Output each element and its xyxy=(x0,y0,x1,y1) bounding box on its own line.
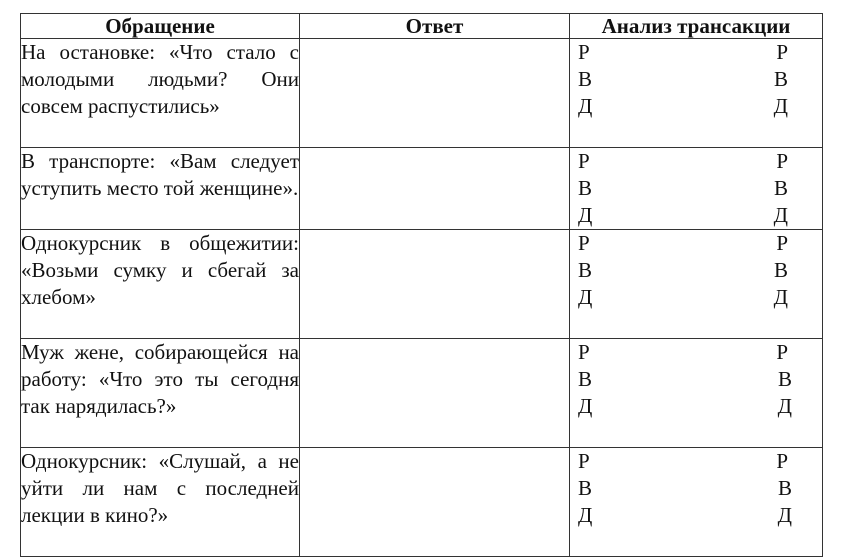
analysis-left-child: Д xyxy=(578,394,593,418)
analysis-right-child: Д xyxy=(773,203,788,227)
analysis-left-parent: Р xyxy=(578,340,590,364)
analysis-cell xyxy=(570,448,823,557)
appeal-cell: Муж жене, собирающейся на работу: «Что это ты сегодня так нарядилась?» xyxy=(21,339,300,448)
answer-cell[interactable] xyxy=(300,448,570,557)
transaction-table xyxy=(20,13,823,557)
analysis-left-child: Д xyxy=(578,285,593,309)
analysis-right-child: Д xyxy=(777,503,792,527)
analysis-right-child: Д xyxy=(773,285,788,309)
analysis-right-child: Д xyxy=(777,394,792,418)
table-row xyxy=(21,339,823,448)
analysis-right-adult: В xyxy=(777,476,792,500)
analysis-right-parent: Р xyxy=(776,340,788,364)
analysis-right-parent: Р xyxy=(776,40,788,64)
analysis-left-child: Д xyxy=(578,503,593,527)
analysis-right-parent: Р xyxy=(776,449,788,473)
analysis-right-adult: В xyxy=(773,258,788,282)
analysis-right-child: Д xyxy=(773,94,788,118)
header-answer: Ответ xyxy=(300,14,570,39)
header-analysis: Анализ трансакции xyxy=(570,14,823,39)
table-row xyxy=(21,39,823,148)
table-row xyxy=(21,448,823,557)
answer-cell[interactable] xyxy=(300,230,570,339)
analysis-right-adult: В xyxy=(773,67,788,91)
answer-cell[interactable] xyxy=(300,339,570,448)
analysis-right-adult: В xyxy=(777,367,792,391)
analysis-left-adult: В xyxy=(578,67,593,91)
appeal-cell: Однокурсник в общежитии: «Возьми сумку и сбегай за хлебом» xyxy=(21,230,300,339)
appeal-cell: На остановке: «Что стало с молодыми людьми? Они совсем распустились» xyxy=(21,39,300,148)
header-row xyxy=(21,14,823,39)
appeal-cell: В транспорте: «Вам следует уступить место той женщине». xyxy=(21,148,300,230)
analysis-left-adult: В xyxy=(578,176,593,200)
analysis-right-adult: В xyxy=(773,176,788,200)
analysis-right-parent: Р xyxy=(776,231,788,255)
analysis-cell xyxy=(570,39,823,148)
appeal-cell: Однокурсник: «Слушай, а не уйти ли нам с последней лекции в кино?» xyxy=(21,448,300,557)
header-appeal: Обращение xyxy=(21,14,300,39)
analysis-left-child: Д xyxy=(578,203,593,227)
analysis-left-parent: Р xyxy=(578,449,590,473)
analysis-left-child: Д xyxy=(578,94,593,118)
analysis-right-parent: Р xyxy=(776,149,788,173)
analysis-left-parent: Р xyxy=(578,231,590,255)
analysis-left-adult: В xyxy=(578,258,593,282)
analysis-left-parent: Р xyxy=(578,40,590,64)
table-row xyxy=(21,148,823,230)
analysis-left-adult: В xyxy=(578,476,593,500)
analysis-cell xyxy=(570,339,823,448)
answer-cell[interactable] xyxy=(300,148,570,230)
answer-cell[interactable] xyxy=(300,39,570,148)
analysis-left-adult: В xyxy=(578,367,593,391)
analysis-left-parent: Р xyxy=(578,149,590,173)
analysis-cell xyxy=(570,230,823,339)
table-row xyxy=(21,230,823,339)
analysis-cell xyxy=(570,148,823,230)
